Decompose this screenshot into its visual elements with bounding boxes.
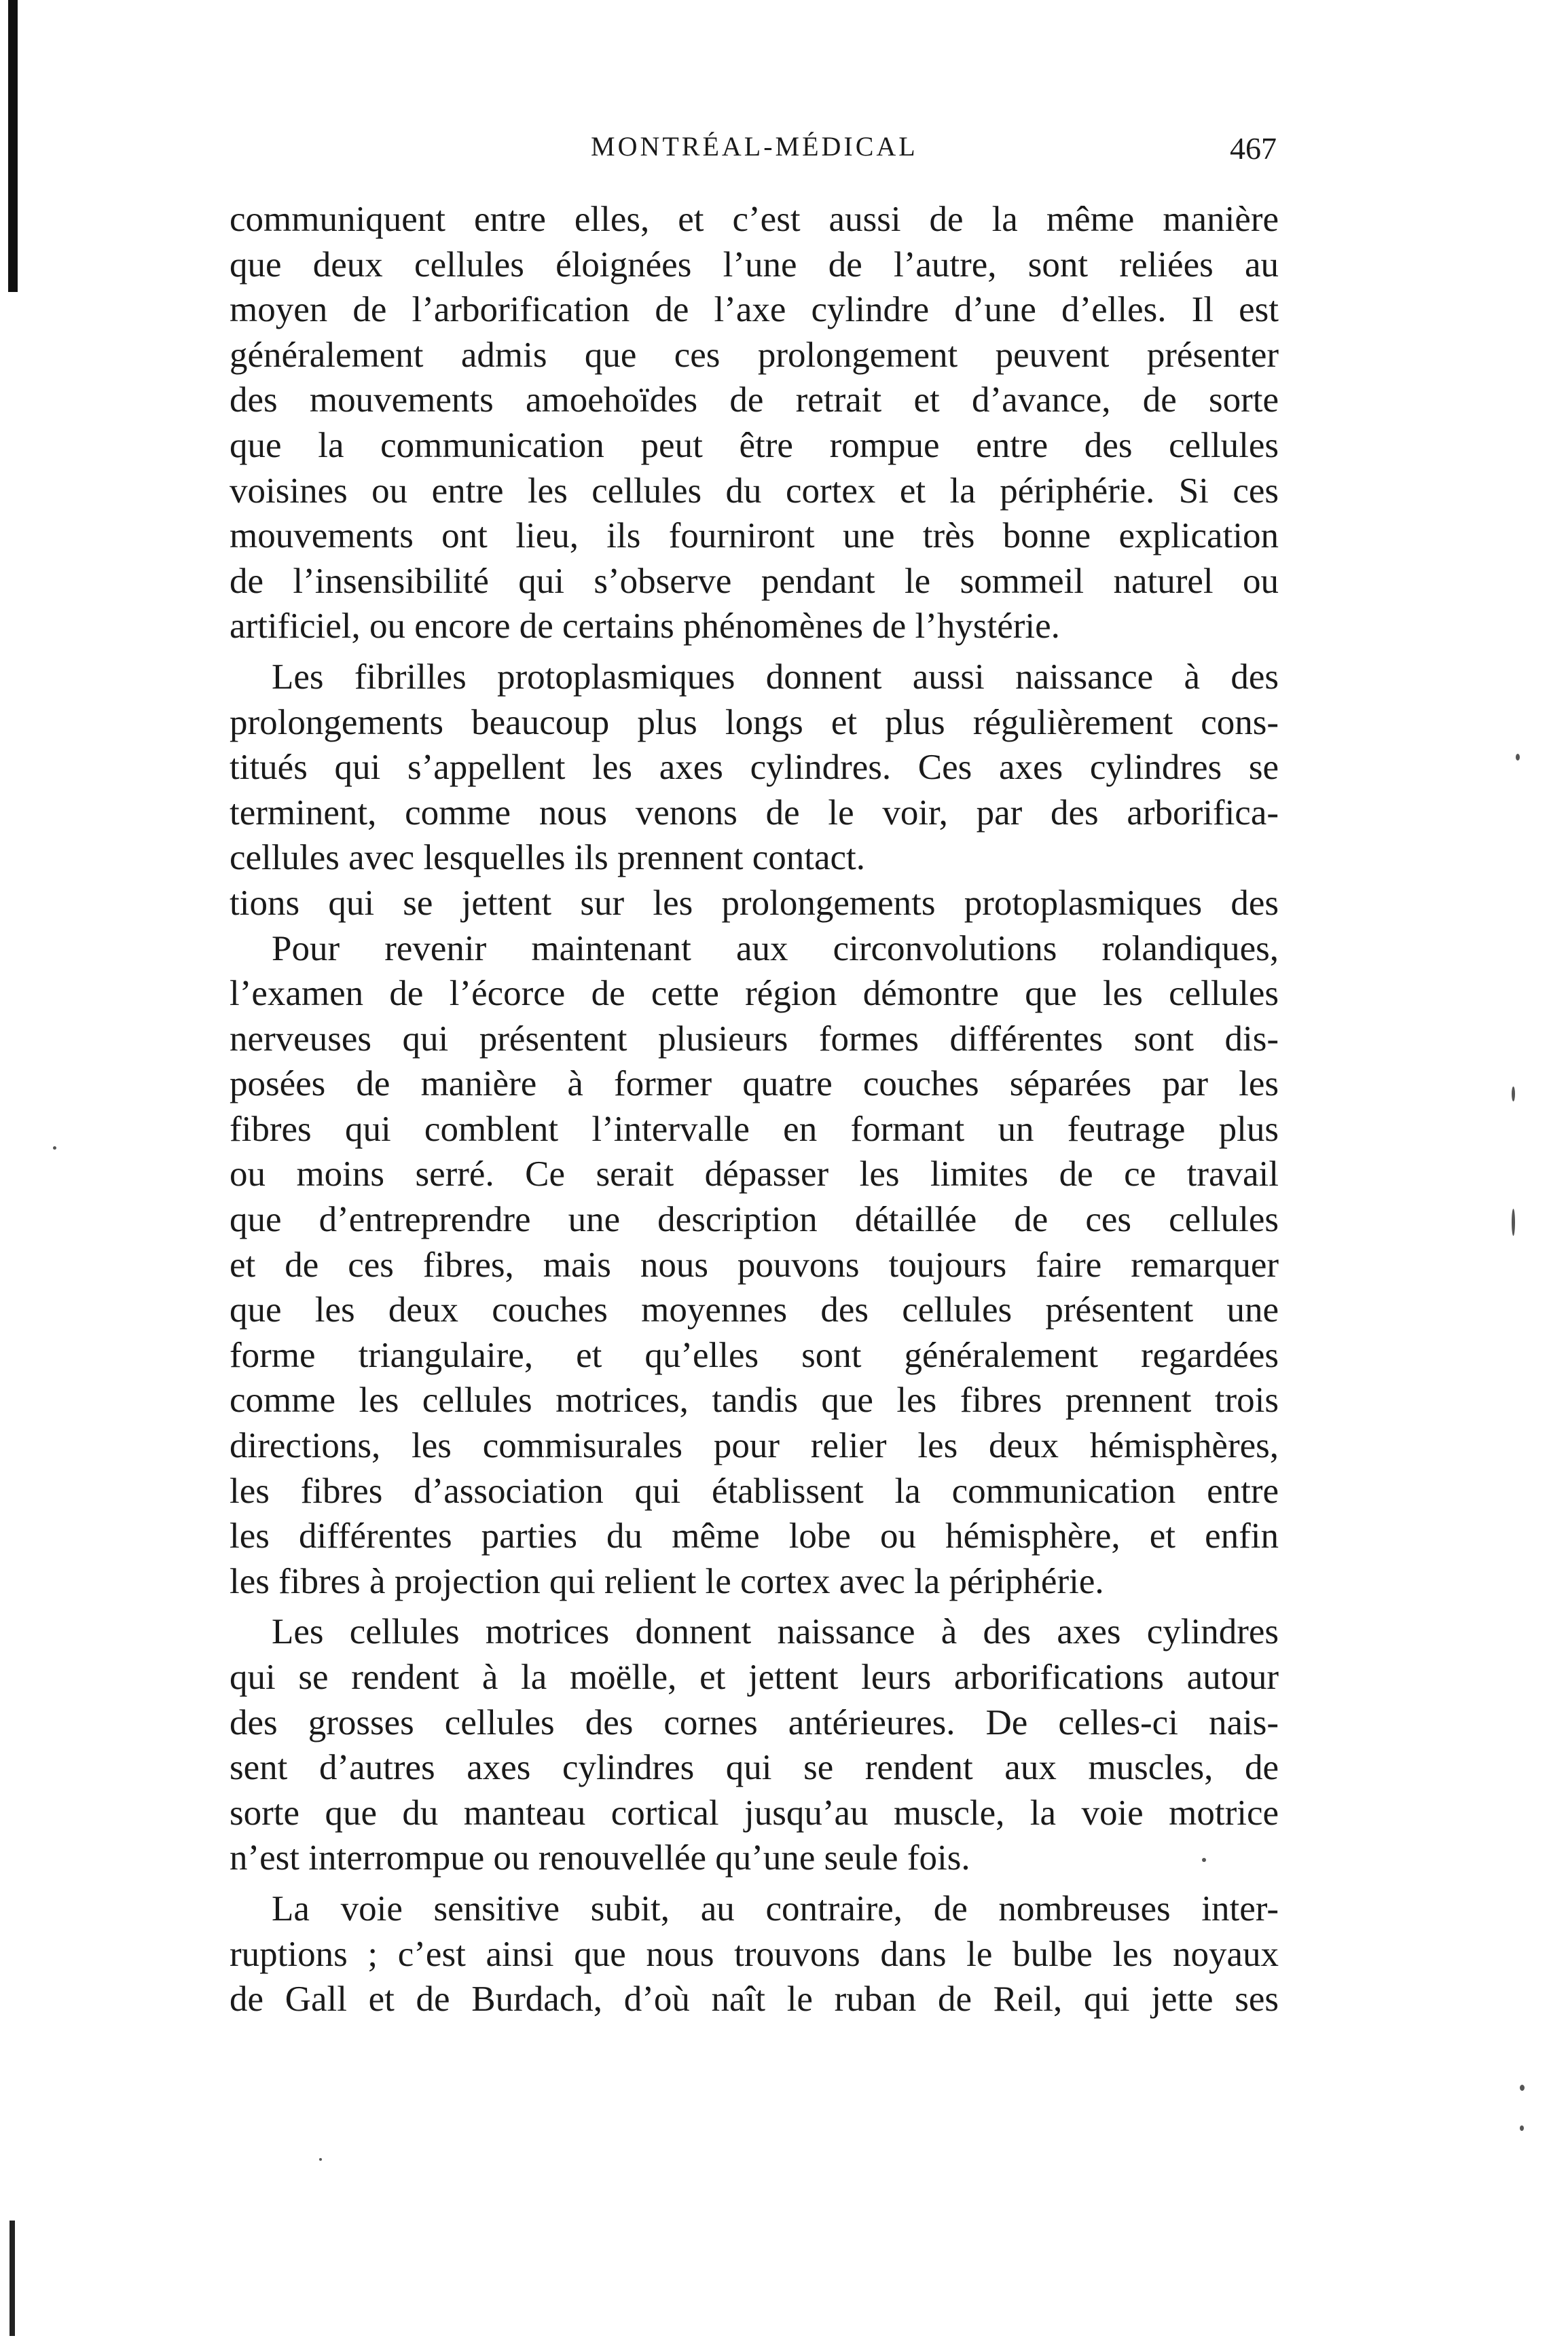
text-line: artificiel, ou encore de certains phénomènes de l’hystérie.	[230, 606, 1060, 646]
page-number: 467	[1230, 131, 1277, 166]
text-line: les fibres à projection qui relient le cortex avec la périphérie.	[230, 1561, 1104, 1601]
text-line: directions, les commisurales pour relier les deux hémisphères,	[230, 1426, 1279, 1466]
text-line: prolongements beaucoup plus longs et plus régulièrement cons-	[230, 702, 1279, 742]
text-line: fibres qui comblent l’intervalle en formant un feutrage plus	[230, 1109, 1279, 1149]
print-speck	[53, 1146, 56, 1150]
text-line: que la communication peut être rompue entre des cellules	[230, 425, 1279, 465]
print-speck	[1520, 2085, 1525, 2091]
text-line: des grosses cellules des cornes antérieures. De celles-ci nais-	[230, 1702, 1279, 1742]
text-line: généralement admis que ces prolongement peuvent présenter	[230, 335, 1279, 375]
page-binding-edge	[8, 0, 18, 292]
text-line: mouvements ont lieu, ils fourniront une très bonne explication	[230, 516, 1279, 556]
text-line: comme les cellules motrices, tandis que les fibres prennent trois	[230, 1381, 1279, 1421]
text-line: de l’insensibilité qui s’observe pendant le sommeil naturel ou	[230, 561, 1279, 601]
text-line: posées de manière à former quatre couches séparées par les	[230, 1064, 1279, 1104]
text-line: les différentes parties du même lobe ou hémisphère, et enfin	[230, 1516, 1279, 1556]
text-line: communiquent entre elles, et c’est aussi de la même manière	[230, 200, 1279, 239]
text-line: les fibres d’association qui établissent la communication entre	[230, 1471, 1279, 1511]
text-line: que deux cellules éloignées l’une de l’autre, sont reliées au	[230, 244, 1279, 285]
text-line: cellules avec lesquelles ils prennent contact.	[230, 838, 865, 878]
print-speck	[1512, 1086, 1515, 1101]
text-line: que les deux couches moyennes des cellules présentent une	[230, 1290, 1279, 1330]
text-line: moyen de l’arborification de l’axe cylindre d’une d’elles. Il est	[230, 290, 1279, 330]
print-speck	[1202, 1858, 1206, 1862]
text-line: et de ces fibres, mais nous pouvons toujours faire remarquer	[230, 1245, 1279, 1285]
print-speck	[1512, 1209, 1515, 1236]
page-binding-edge-lower	[10, 2221, 15, 2336]
text-line: terminent, comme nous venons de le voir, par des arborifica-	[230, 792, 1279, 833]
paragraph-start-line: Pour revenir maintenant aux circonvolutions rolandiques,	[272, 928, 1279, 968]
text-line: sent d’autres axes cylindres qui se rendent aux muscles, de	[230, 1748, 1279, 1788]
text-line: ou moins serré. Ce serait dépasser les limites de ce travail	[230, 1154, 1279, 1194]
paragraph-start-line: Les cellules motrices donnent naissance à des axes cylindres	[272, 1612, 1279, 1652]
text-line: tions qui se jettent sur les prolongements protoplasmiques des	[230, 883, 1279, 923]
text-line: de Gall et de Burdach, d’où naît le ruban de Reil, qui jette ses	[230, 1979, 1279, 2020]
text-line: l’examen de l’écorce de cette région démontre que les cellules	[230, 974, 1279, 1014]
running-title: MONTRÉAL-MÉDICAL	[591, 131, 918, 162]
text-line: nerveuses qui présentent plusieurs formes différentes sont dis-	[230, 1019, 1279, 1059]
text-line: sorte que du manteau cortical jusqu’au muscle, la voie motrice	[230, 1793, 1279, 1833]
text-line: forme triangulaire, et qu’elles sont généralement regardées	[230, 1335, 1279, 1375]
text-line: voisines ou entre les cellules du cortex et la périphérie. Si ces	[230, 471, 1279, 511]
print-speck	[1516, 754, 1520, 761]
text-line: titués qui s’appellent les axes cylindres. Ces axes cylindres se	[230, 748, 1279, 788]
page-header	[231, 130, 1277, 171]
paragraph-start-line: Les fibrilles protoplasmiques donnent aussi naissance à des	[272, 657, 1279, 697]
text-line: des mouvements amoehoïdes de retrait et d’avance, de sorte	[230, 380, 1279, 420]
text-line: ruptions ; c’est ainsi que nous trouvons dans le bulbe les noyaux	[230, 1934, 1279, 1974]
print-speck	[319, 2158, 322, 2161]
text-line: qui se rendent à la moëlle, et jettent leurs arborifications autour	[230, 1658, 1279, 1697]
text-line: que d’entreprendre une description détaillée de ces cellules	[230, 1200, 1279, 1240]
page-body	[230, 197, 1279, 2022]
text-line: n’est interrompue ou renouvellée qu’une seule fois.	[230, 1838, 970, 1878]
paragraph-start-line: La voie sensitive subit, au contraire, de nombreuses inter-	[272, 1888, 1279, 1929]
print-speck	[1520, 2125, 1524, 2131]
